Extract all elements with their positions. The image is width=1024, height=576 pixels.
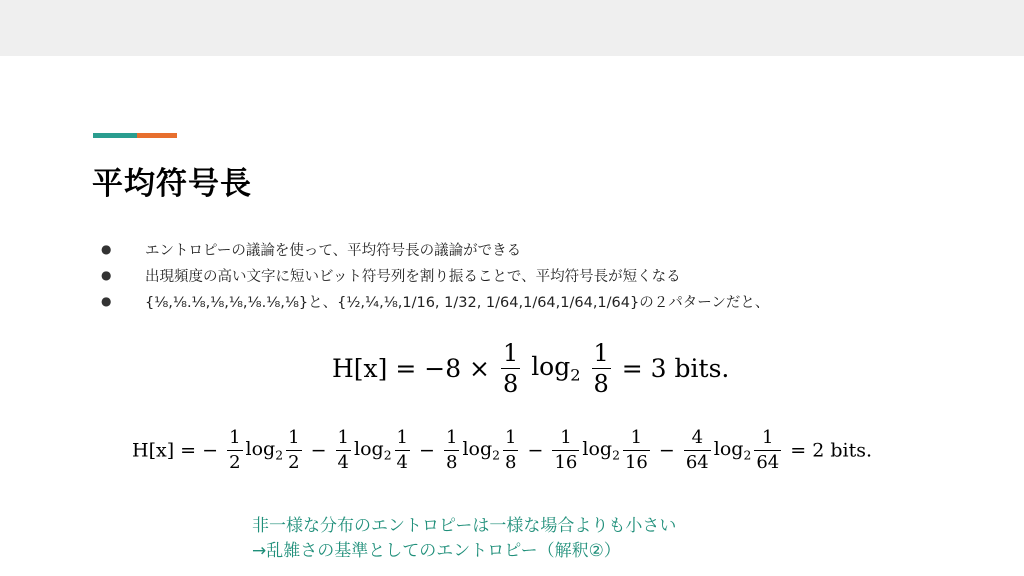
top-bar <box>0 0 1024 56</box>
eq2-log: $\log_2$ <box>582 438 620 463</box>
eq1-fraction <box>592 338 611 399</box>
equation-uniform <box>332 338 729 399</box>
bullet-item <box>101 262 769 288</box>
eq2-fraction: $\frac{1}{16}$ <box>624 427 648 473</box>
eq1-log: $\log_2$ <box>531 352 581 385</box>
eq1-numerator: 1 <box>593 339 609 367</box>
bullet-text: 出現頻度の高い文字に短いビット符号列を割り振ることで、平均符号長が短くなる <box>145 268 681 285</box>
eq2-minus: − <box>419 439 435 462</box>
eq2-fraction: $\frac{1}{2}$ <box>288 427 300 473</box>
eq2-fraction: $\frac{1}{2}$ <box>229 427 241 473</box>
eq2-log: $\log_2$ <box>462 438 501 463</box>
eq2-minus: − <box>527 439 544 462</box>
bullet-marker: ● <box>101 294 112 308</box>
conclusion-note <box>252 514 676 564</box>
eq2-minus: − <box>658 439 675 462</box>
slide-title: 平均符号長 <box>92 166 252 202</box>
accent-bar-orange <box>137 133 177 138</box>
eq2-log: $\log_2$ <box>354 438 392 463</box>
eq2-fraction: $\frac{1}{8}$ <box>446 427 458 473</box>
bullet-marker: ● <box>101 242 112 256</box>
accent-bar-teal <box>93 133 137 138</box>
eq1-numerator: 1 <box>502 339 519 367</box>
bullet-marker: ● <box>101 268 112 282</box>
eq2-fraction: $\frac{1}{4}$ <box>337 427 349 473</box>
eq2-minus: − <box>310 439 327 462</box>
note-line: 非一様な分布のエントロピーは一様な場合よりも小さい <box>252 516 677 536</box>
eq2-fraction: $\frac{1}{4}$ <box>396 427 408 473</box>
eq2-lhs: H[x] = − <box>132 439 219 462</box>
bullet-text: {⅛,⅛.⅛,⅛,⅛,⅛.⅛,⅛}と、{½,¼,⅛,1/16, 1/32, 1/64,1/64,1/64,1/64}の２パターンだと、 <box>145 294 770 311</box>
bullet-text: エントロピーの議論を使って、平均符号長の議論ができる <box>145 242 522 259</box>
equation-nonuniform <box>132 426 872 475</box>
eq1-lhs: H[x] = −8 × <box>332 354 490 383</box>
bullet-list <box>101 236 769 314</box>
eq2-fraction: $\frac{4}{64}$ <box>685 427 709 473</box>
bullet-item <box>101 288 769 314</box>
eq1-fraction <box>501 338 520 399</box>
eq2-fraction: $\frac{1}{8}$ <box>505 427 517 473</box>
eq1-denominator: 8 <box>593 370 609 398</box>
eq2-log: $\log_2$ <box>713 438 752 463</box>
eq2-rhs: = 2 bits. <box>790 439 873 462</box>
eq1-rhs: = 3 bits. <box>621 354 730 383</box>
note-line: →乱雑さの基準としてのエントロピー（解釈②） <box>252 541 621 561</box>
eq2-fraction: $\frac{1}{64}$ <box>756 427 780 473</box>
bullet-item <box>101 236 769 262</box>
eq1-denominator: 8 <box>502 370 519 398</box>
eq2-log: $\log_2$ <box>245 438 284 463</box>
eq2-fraction: $\frac{1}{16}$ <box>554 427 578 473</box>
